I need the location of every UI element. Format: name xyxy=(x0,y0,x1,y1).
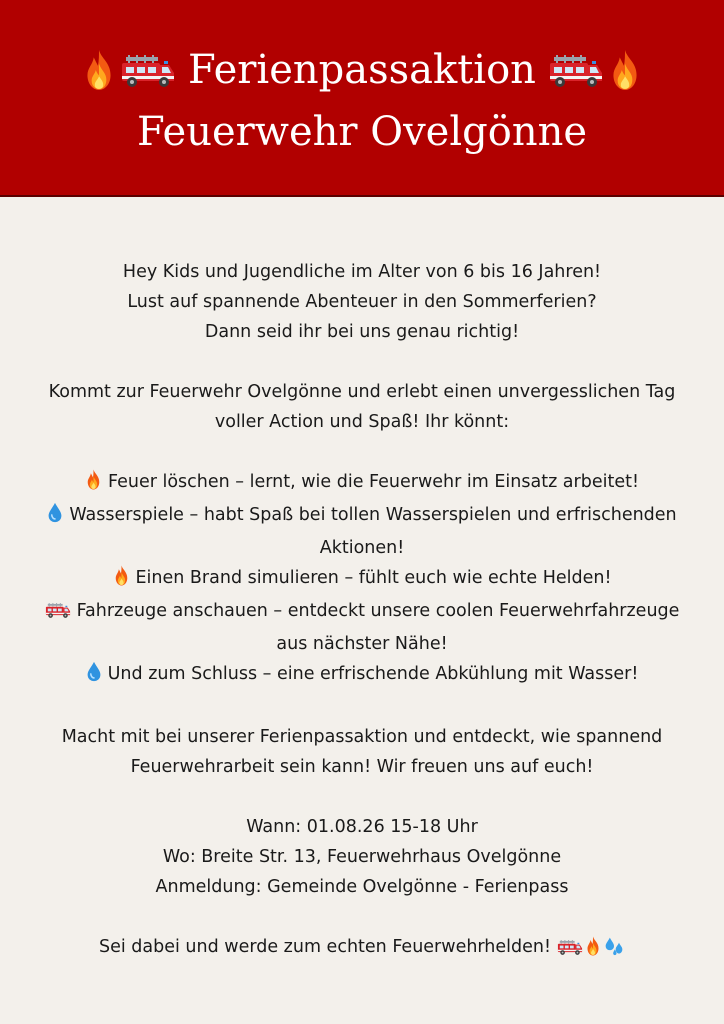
activity-item xyxy=(14,659,710,692)
fire-engine-icon xyxy=(45,599,71,629)
activity-text: Wasserspiele – habt Spaß bei tollen Wasserspielen und erfrischenden xyxy=(69,505,677,525)
droplet-icon xyxy=(86,661,102,692)
invite-line: Kommt zur Feuerwehr Ovelgönne und erlebt einen unvergesslichen Tag xyxy=(48,382,676,402)
invite-paragraph xyxy=(14,377,710,437)
title-left-emojis xyxy=(82,49,176,91)
droplet-icon xyxy=(47,502,63,533)
event-details xyxy=(14,812,710,902)
flyer-body xyxy=(0,197,724,966)
invite-line: voller Action und Spaß! Ihr könnt: xyxy=(214,412,510,432)
activity-text-continued: Aktionen! xyxy=(319,538,405,558)
intro-line: Hey Kids und Jugendliche im Alter von 6 bis 16 Jahren! xyxy=(122,262,602,282)
closing-line: Feuerwehrarbeit sein kann! Wir freuen uns auf euch! xyxy=(130,757,594,777)
footer-emojis xyxy=(557,936,625,966)
fire-engine-icon xyxy=(557,936,583,966)
fire-icon xyxy=(585,936,601,966)
fire-icon xyxy=(82,49,116,91)
header-banner xyxy=(0,0,724,197)
fire-engine-icon xyxy=(120,49,176,91)
activities-list xyxy=(14,467,710,692)
intro-line: Dann seid ihr bei uns genau richtig! xyxy=(204,322,520,342)
event-location: Wo: Breite Str. 13, Feuerwehrhaus Ovelgönne xyxy=(162,847,562,867)
page-title: Ferienpassaktion xyxy=(188,46,536,93)
fire-engine-icon xyxy=(548,49,604,91)
activity-item xyxy=(14,500,710,533)
title-line-2 xyxy=(137,101,587,163)
sweat-droplets-icon xyxy=(603,936,625,966)
event-date: Wann: 01.08.26 15-18 Uhr xyxy=(246,817,478,837)
activity-text: Fahrzeuge anschauen – entdeckt unsere coolen Feuerwehrfahrzeuge xyxy=(76,601,680,621)
closing-paragraph xyxy=(14,722,710,782)
activity-text-continued: aus nächster Nähe! xyxy=(276,634,448,654)
page-subtitle: Feuerwehr Ovelgönne xyxy=(136,108,588,155)
title-right-emojis xyxy=(548,49,642,91)
activity-item xyxy=(14,563,710,596)
activity-item xyxy=(14,596,710,629)
intro-line: Lust auf spannende Abenteuer in den Sommerferien? xyxy=(127,292,597,312)
event-registration: Anmeldung: Gemeinde Ovelgönne - Ferienpass xyxy=(155,877,569,897)
fire-icon xyxy=(608,49,642,91)
fire-icon xyxy=(85,469,102,500)
footer-callout xyxy=(14,932,710,966)
activity-text: Feuer löschen – lernt, wie die Feuerwehr im Einsatz arbeitet! xyxy=(108,472,639,492)
activity-text: Einen Brand simulieren – fühlt euch wie echte Helden! xyxy=(135,568,612,588)
footer-text: Sei dabei und werde zum echten Feuerwehrhelden! xyxy=(98,937,552,957)
activity-text: Und zum Schluss – eine erfrischende Abkühlung mit Wasser! xyxy=(107,664,639,684)
title-line-1 xyxy=(82,39,642,101)
closing-line: Macht mit bei unserer Ferienpassaktion und entdeckt, wie spannend xyxy=(61,727,663,747)
activity-item xyxy=(14,467,710,500)
fire-icon xyxy=(113,565,130,596)
intro-paragraph xyxy=(14,257,710,347)
